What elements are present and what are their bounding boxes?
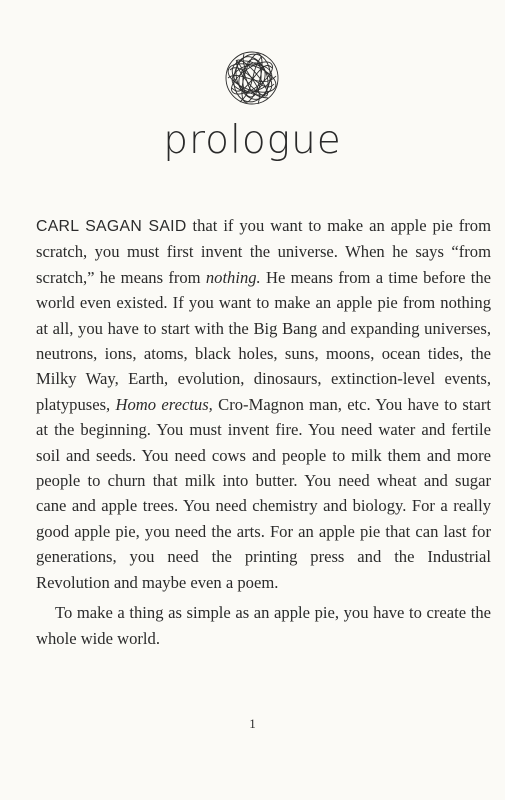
body-text xyxy=(36,213,491,651)
paragraph-1-text-a: that if you want to make an apple pie from scratch, you must first invent the universe. When he says “from scratch,” he means from xyxy=(36,216,491,287)
scribble-ball-ornament-icon xyxy=(222,48,282,108)
paragraph-2: To make a thing as simple as an apple pie, you have to create the whole wide world. xyxy=(36,603,491,648)
lead-in-smallcaps: CARL SAGAN SAID xyxy=(36,218,187,235)
chapter-title: prologue xyxy=(163,118,342,163)
page-number: 1 xyxy=(249,716,256,731)
paragraph-1-text-b: He means from a time before the world even existed. If you want to make an apple pie from nothing at all, you have to start with the Big Bang and expanding universes, neutrons, ions, atoms, black holes, suns, moons, ocean tides, the Milky Way, Earth, evolution, dinosaurs, extinction-level events, platypuses, xyxy=(36,267,491,414)
paragraph-1-text-c: Cro-Magnon man, etc. You have to start at the beginning. You must invent fire. You need water and fertile soil and seeds. You need cows and people to milk them and more people to churn that milk into butter. You need wheat and sugar cane and apple trees. You need chemistry and biology. For a really good apple pie, you need the arts. For an apple pie that can last for generations, you need the printing press and the Industrial Revolution and maybe even a poem. xyxy=(36,394,491,592)
paragraph-1 xyxy=(36,213,491,595)
emphasis-nothing: nothing. xyxy=(205,267,261,287)
emphasis-homo-erectus: Homo erectus, xyxy=(115,394,213,414)
